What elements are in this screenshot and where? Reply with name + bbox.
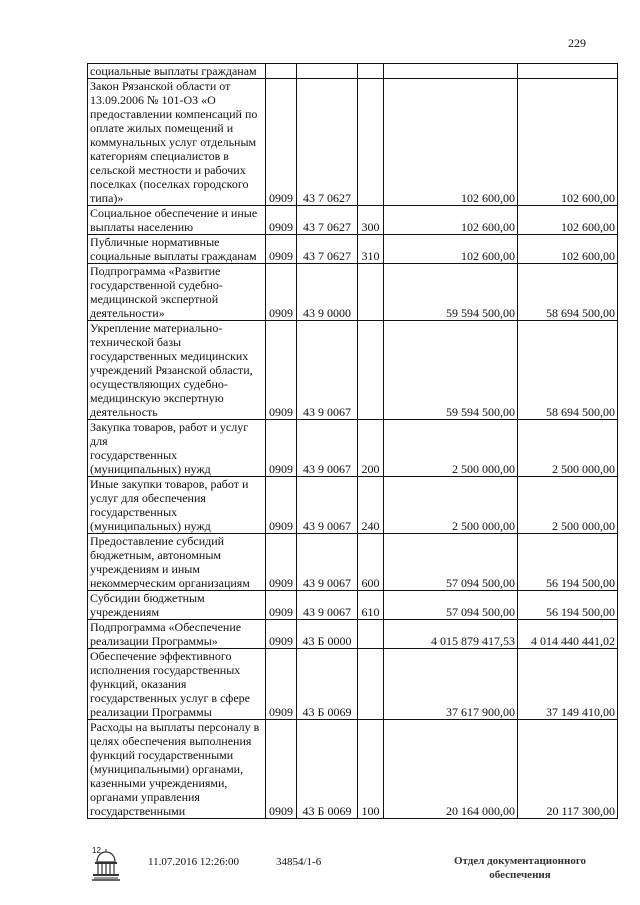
row-type-cell: 100 <box>358 720 384 819</box>
row-amount-2017-cell: 37 149 410,00 <box>518 649 618 720</box>
row-name-cell: социальные выплаты гражданам <box>88 64 266 79</box>
row-name-cell: Субсидии бюджетным учреждениям <box>88 591 266 620</box>
row-section-cell: 0909 <box>266 264 297 321</box>
row-section-cell <box>266 64 297 79</box>
stamp-number: 12 <box>92 846 101 855</box>
row-amount-2016-cell: 102 600,00 <box>384 79 518 206</box>
row-target-cell: 43 7 0627 <box>297 235 358 264</box>
row-section-cell: 0909 <box>266 477 297 534</box>
row-amount-2017-cell: 58 694 500,00 <box>518 264 618 321</box>
row-amount-2017-cell: 56 194 500,00 <box>518 591 618 620</box>
table-row <box>88 321 618 420</box>
department-line-1: Отдел документационного <box>453 855 587 867</box>
row-section-cell: 0909 <box>266 235 297 264</box>
row-amount-2016-cell: 57 094 500,00 <box>384 591 518 620</box>
row-amount-2016-cell: 4 015 879 417,53 <box>384 620 518 649</box>
table-row <box>88 206 618 235</box>
row-amount-2016-cell: 37 617 900,00 <box>384 649 518 720</box>
row-target-cell: 43 7 0627 <box>297 79 358 206</box>
department-line-2: обеспечения <box>489 869 551 881</box>
row-amount-2016-cell: 2 500 000,00 <box>384 477 518 534</box>
row-target-cell: 43 Б 0069 <box>297 720 358 819</box>
department-stamp <box>446 854 594 882</box>
row-name-cell: Социальное обеспечение и иные выплаты населению <box>88 206 266 235</box>
row-type-cell <box>358 649 384 720</box>
row-target-cell: 43 Б 0000 <box>297 620 358 649</box>
row-amount-2016-cell: 20 164 000,00 <box>384 720 518 819</box>
row-amount-2016-cell: 59 594 500,00 <box>384 264 518 321</box>
table-row <box>88 79 618 206</box>
row-type-cell <box>358 321 384 420</box>
row-amount-2017-cell: 2 500 000,00 <box>518 477 618 534</box>
row-amount-2017-cell: 4 014 440 441,02 <box>518 620 618 649</box>
row-name-cell: Укрепление материально- технической базы государственных медицинских учреждений Рязанской области, осуществляющих судебно- медицинскую экспертную деятельность <box>88 321 266 420</box>
row-name-cell: Иные закупки товаров, работ и услуг для обеспечения государственных (муниципальных) нужд <box>88 477 266 534</box>
row-name-cell: Закон Рязанской области от 13.09.2006 № 101-ОЗ «О предоставлении компенсаций по оплате жилых помещений и коммунальных услуг отдельным категориям специалистов в сельской местности и рабочих поселках (поселках городского типа)» <box>88 79 266 206</box>
row-amount-2016-cell: 102 600,00 <box>384 206 518 235</box>
row-target-cell: 43 9 0067 <box>297 477 358 534</box>
row-amount-2017-cell: 102 600,00 <box>518 79 618 206</box>
table-row <box>88 64 618 79</box>
table-row <box>88 649 618 720</box>
row-amount-2017-cell: 2 500 000,00 <box>518 420 618 477</box>
row-name-cell: Расходы на выплаты персоналу в целях обеспечения выполнения функций государственными (муниципальными) органами, казенными учреждениями, органами управления государственными <box>88 720 266 819</box>
row-name-cell: Закупка товаров, работ и услуг для государственных (муниципальных) нужд <box>88 420 266 477</box>
row-type-cell: 200 <box>358 420 384 477</box>
row-amount-2017-cell: 58 694 500,00 <box>518 321 618 420</box>
row-type-cell <box>358 620 384 649</box>
page-number: 229 <box>568 36 586 50</box>
print-timestamp: 11.07.2016 12:26:00 <box>148 856 239 868</box>
row-target-cell: 43 9 0000 <box>297 264 358 321</box>
table-row <box>88 420 618 477</box>
row-target-cell: 43 9 0067 <box>297 591 358 620</box>
row-target-cell: 43 Б 0069 <box>297 649 358 720</box>
row-section-cell: 0909 <box>266 79 297 206</box>
row-amount-2016-cell: 102 600,00 <box>384 235 518 264</box>
row-amount-2016-cell: 59 594 500,00 <box>384 321 518 420</box>
row-target-cell: 43 7 0627 <box>297 206 358 235</box>
row-amount-2016-cell: 2 500 000,00 <box>384 420 518 477</box>
row-section-cell: 0909 <box>266 649 297 720</box>
row-name-cell: Подпрограмма «Обеспечение реализации Программы» <box>88 620 266 649</box>
row-name-cell: Предоставление субсидий бюджетным, автономным учреждениям и иным некоммерческим организациям <box>88 534 266 591</box>
row-name-cell: Обеспечение эффективного исполнения государственных функций, оказания государственных услуг в сфере реализации Программы <box>88 649 266 720</box>
row-target-cell: 43 9 0067 <box>297 534 358 591</box>
row-type-cell: 300 <box>358 206 384 235</box>
row-section-cell: 0909 <box>266 720 297 819</box>
row-amount-2016-cell <box>384 64 518 79</box>
row-name-cell: Подпрограмма «Развитие государственной судебно- медицинской экспертной деятельности» <box>88 264 266 321</box>
table-row <box>88 235 618 264</box>
table-row <box>88 264 618 321</box>
row-amount-2016-cell: 57 094 500,00 <box>384 534 518 591</box>
page-footer <box>0 848 640 905</box>
row-section-cell: 0909 <box>266 321 297 420</box>
row-section-cell: 0909 <box>266 206 297 235</box>
row-type-cell <box>358 79 384 206</box>
table-row <box>88 720 618 819</box>
row-target-cell <box>297 64 358 79</box>
row-type-cell: 600 <box>358 534 384 591</box>
document-number: 34854/1-6 <box>276 856 322 868</box>
table-row <box>88 534 618 591</box>
row-section-cell: 0909 <box>266 591 297 620</box>
row-name-cell: Публичные нормативные социальные выплаты гражданам <box>88 235 266 264</box>
row-type-cell <box>358 64 384 79</box>
row-section-cell: 0909 <box>266 420 297 477</box>
row-amount-2017-cell <box>518 64 618 79</box>
table-row <box>88 620 618 649</box>
duma-building-logo-icon <box>88 848 124 884</box>
row-type-cell: 310 <box>358 235 384 264</box>
row-amount-2017-cell: 20 117 300,00 <box>518 720 618 819</box>
row-amount-2017-cell: 102 600,00 <box>518 206 618 235</box>
row-amount-2017-cell: 102 600,00 <box>518 235 618 264</box>
budget-table-body <box>88 64 618 819</box>
row-type-cell: 610 <box>358 591 384 620</box>
row-type-cell: 240 <box>358 477 384 534</box>
row-amount-2017-cell: 56 194 500,00 <box>518 534 618 591</box>
row-target-cell: 43 9 0067 <box>297 321 358 420</box>
table-row <box>88 477 618 534</box>
row-section-cell: 0909 <box>266 620 297 649</box>
table-row <box>88 591 618 620</box>
row-section-cell: 0909 <box>266 534 297 591</box>
row-target-cell: 43 9 0067 <box>297 420 358 477</box>
budget-table <box>87 63 618 819</box>
row-type-cell <box>358 264 384 321</box>
